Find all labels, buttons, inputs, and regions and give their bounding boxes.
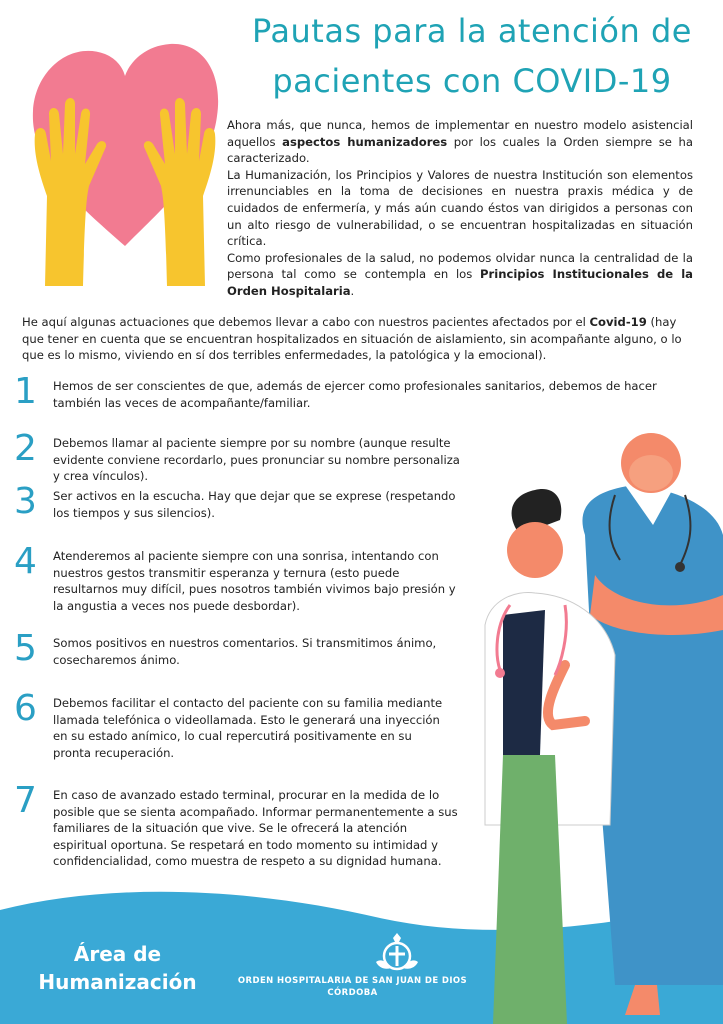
organization-name: ORDEN HOSPITALARIA DE SAN JUAN DE DIOS CÓRDOBA (237, 976, 468, 998)
guideline-text: En caso de avanzado estado terminal, procurar en la medida de lo posible que se sienta acompañado. Informar permanentemente a sus familiares de la situación que vive. Se le ofrecerá la atención espiritual oportuna. Se respetará en todo momento su intimidad y confidencialidad, como muestra de respeto a su dignidad humana. (53, 788, 458, 869)
guideline-text: Atenderemos al paciente siempre con una sonrisa, intentando con nuestros gestos transmitir esperanza y ternura (esto puede resultarnos muy difícil, pues nosotros también vivimos bajo presión y la angustia a veces nos puede desbordar). (53, 549, 456, 613)
page-title (232, 6, 712, 106)
guideline-number: 2 (14, 428, 37, 469)
guideline-number: 7 (14, 780, 37, 821)
lead-paragraph: He aquí algunas actuaciones que debemos llevar a cabo con nuestros pacientes afectados por el Covid-19 (hay que tener en cuenta que se encuentran hospitalizados en situación de aislamiento, sin acompañante alguno, o lo que es lo mismo, viviendo en sí dos terribles enfermedades, la patológica y la emocional). (22, 315, 682, 363)
guideline-text: Debemos facilitar el contacto del paciente con su familia mediante llamada telefónica o videollamada. Esto le generará una inyección en su estado anímico, lo cual repercutirá positivamente en su pronta recuperación. (53, 696, 443, 760)
intro-paragraph-1: Ahora más, que nunca, hemos de implementar en nuestro modelo asistencial aquellos aspectos humanizadores por los cuales la Orden siempre se ha caracterizado. (227, 118, 693, 166)
guideline-number: 5 (14, 628, 37, 669)
guideline-text: Somos positivos en nuestros comentarios. Si transmitimos ánimo, cosecharemos ánimo. (53, 636, 437, 667)
title-line-1: Pautas para la atención de (252, 12, 692, 50)
guideline-text: Debemos llamar al paciente siempre por su nombre (aunque resulte evidente conviene recordarlo, pues pronunciar su nombre personaliza y crea vínculos). (53, 436, 460, 484)
intro-paragraph-2: La Humanización, los Principios y Valores de nuestra Institución son elementos irrenunciables en la toma de decisiones en nuestra praxis médica y de cuidados de enfermería, y más aún cuando éstos van dirigidos a personas con un alto riesgo de vulnerabilidad, o se encuentran hospitalizadas en situación crítica. (227, 167, 693, 249)
guideline-number: 1 (14, 371, 37, 412)
title-line-2: pacientes con COVID-19 (272, 62, 672, 100)
guideline-number: 6 (14, 688, 37, 729)
guideline-number: 3 (14, 481, 37, 522)
guideline-text: Hemos de ser conscientes de que, además de ejercer como profesionales sanitarios, debemos de hacer también las veces de acompañante/familiar. (53, 379, 657, 410)
heart-hands-illustration (25, 36, 225, 286)
guideline-number: 4 (14, 541, 37, 582)
san-juan-de-dios-logo-icon (373, 932, 421, 974)
area-humanizacion-label: Área de Humanización (38, 942, 197, 994)
intro-text (227, 117, 693, 300)
health-workers-illustration (475, 425, 723, 1024)
intro-paragraph-3: Como profesionales de la salud, no podemos olvidar nunca la centralidad de la persona tal como se contempla en los Principios Institucionales de la Orden Hospitalaria. (227, 250, 693, 298)
guideline-text: Ser activos en la escucha. Hay que dejar que se exprese (respetando los tiempos y sus silencios). (53, 489, 456, 520)
